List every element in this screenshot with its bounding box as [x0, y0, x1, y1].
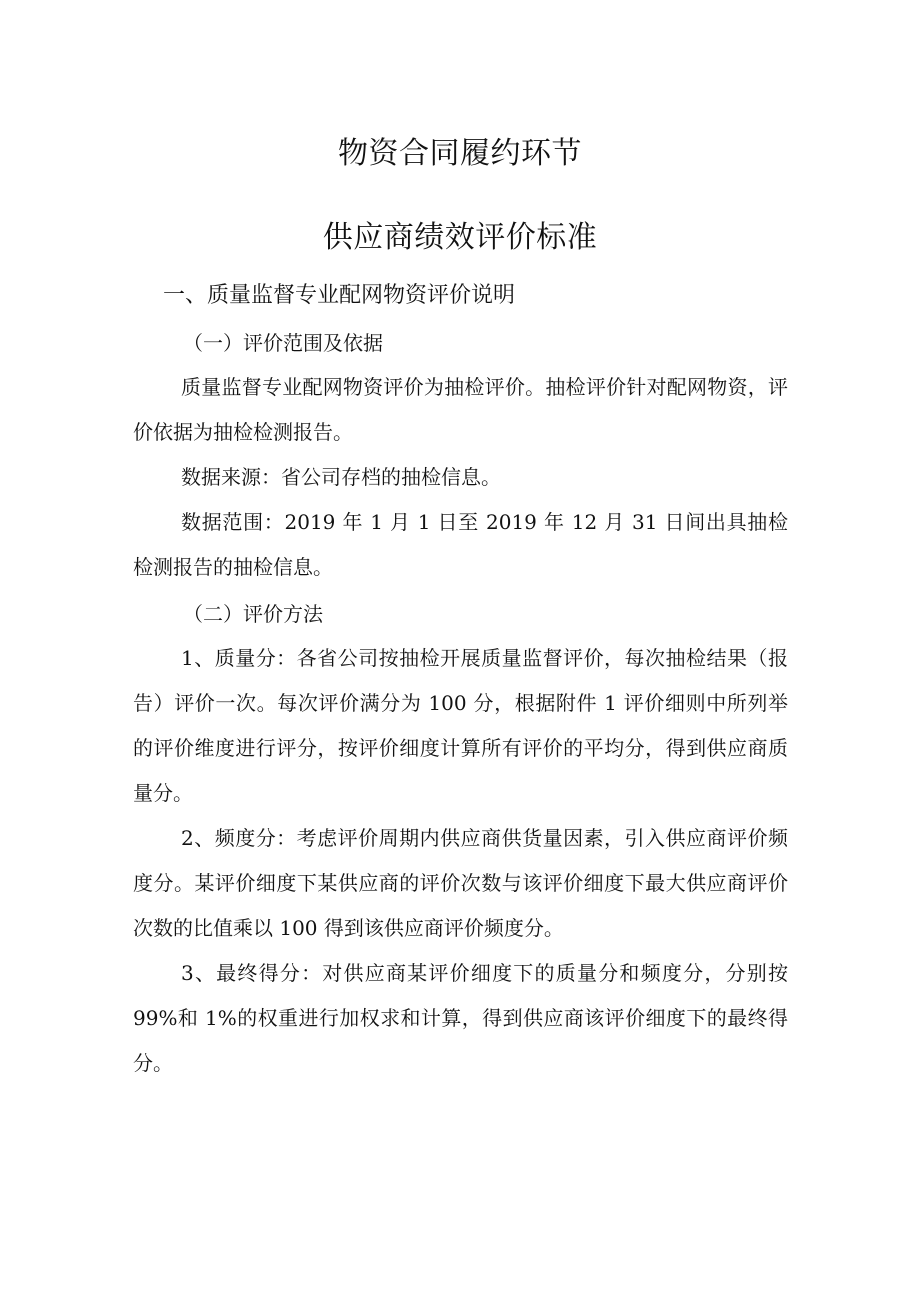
paragraph-data-range: 数据范围：2019 年 1 月 1 日至 2019 年 12 月 31 日间出具抽检检测报告的抽检信息。: [133, 510, 788, 579]
subsection-heading-scope: （一）评价范围及依据: [183, 331, 383, 355]
document-title-line1: 物资合同履约环节: [338, 136, 582, 171]
paragraph-final-score: 3、最终得分：对供应商某评价细度下的质量分和频度分，分别按 99%和 1%的权重进行加权求和计算，得到供应商该评价细度下的最终得分。: [133, 961, 788, 1075]
subsection-heading-method: （二）评价方法: [183, 602, 323, 626]
paragraph-frequency-score: 2、频度分：考虑评价周期内供应商供货量因素，引入供应商评价频度分。某评价细度下某供应商的评价次数与该评价细度下最大供应商评价次数的比值乘以 100 得到该供应商评价频度分。: [133, 826, 788, 940]
section-heading: 一、质量监督专业配网物资评价说明: [163, 283, 516, 308]
paragraph-data-source: 数据来源：省公司存档的抽检信息。: [181, 465, 501, 489]
document-title-line2: 供应商绩效评价标准: [322, 220, 598, 255]
paragraph-evaluation-basis: 质量监督专业配网物资评价为抽检评价。抽检评价针对配网物资，评价依据为抽检检测报告。: [133, 375, 788, 444]
paragraph-quality-score: 1、质量分：各省公司按抽检开展质量监督评价，每次抽检结果（报告）评价一次。每次评价满分为 100 分，根据附件 1 评价细则中所列举的评价维度进行评分，按评价细度计算所有评价的平均分，得到供应商质量分。: [133, 646, 788, 805]
